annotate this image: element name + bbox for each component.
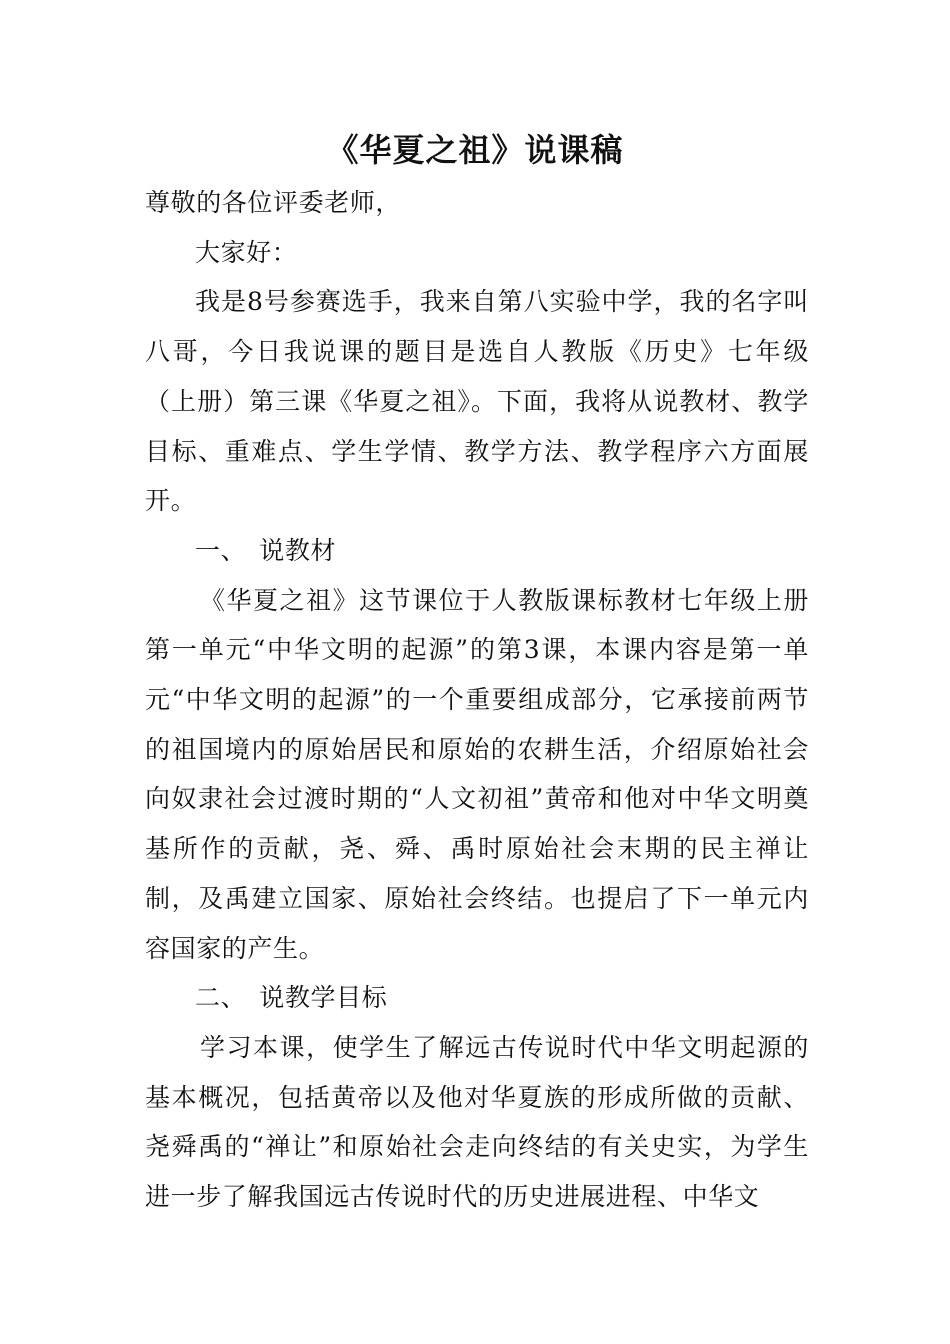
document-body <box>145 178 809 1222</box>
section-2-paragraph: 学习本课，使学生了解远古传说时代中华文明起源的基本概况，包括黄帝以及他对华夏族的形成所做的贡献、尧舜禹的“禅让”和原始社会走向终结的有关史实，为学生进一步了解我国远古传说时代的历史进展进程、中华文 <box>145 1032 809 1212</box>
section-1-paragraph: 《华夏之祖》这节课位于人教版课标教材七年级上册第一单元“中华文明的起源”的第3课，本课内容是第一单元“中华文明的起源”的一个重要组成部分，它承接前两节的祖国境内的原始居民和原始的农耕生活，介绍原始社会向奴隶社会过渡时期的“人文初祖”黄帝和他对中华文明奠基所作的贡献，尧、舜、禹时原始社会末期的民主禅让制，及禹建立国家、原始社会终结。也提启了下一单元内容国家的产生。 <box>145 585 809 963</box>
salutation: 尊敬的各位评委老师， <box>145 188 402 217</box>
greeting: 大家好： <box>195 237 298 267</box>
document-title: 《华夏之祖》说课稿 <box>326 131 624 169</box>
section-2-heading: 二、 说教学目标 <box>195 983 388 1013</box>
intro-paragraph: 我是8号参赛选手，我来自第八实验中学，我的名字叫八哥，今日我说课的题目是选自人教版《历史》七年级（上册）第三课《华夏之祖》。下面，我将从说教材、教学目标、重难点、学生学情、教学方法、教学程序六方面展开。 <box>145 287 809 516</box>
section-1-heading: 一、 说教材 <box>195 535 337 565</box>
